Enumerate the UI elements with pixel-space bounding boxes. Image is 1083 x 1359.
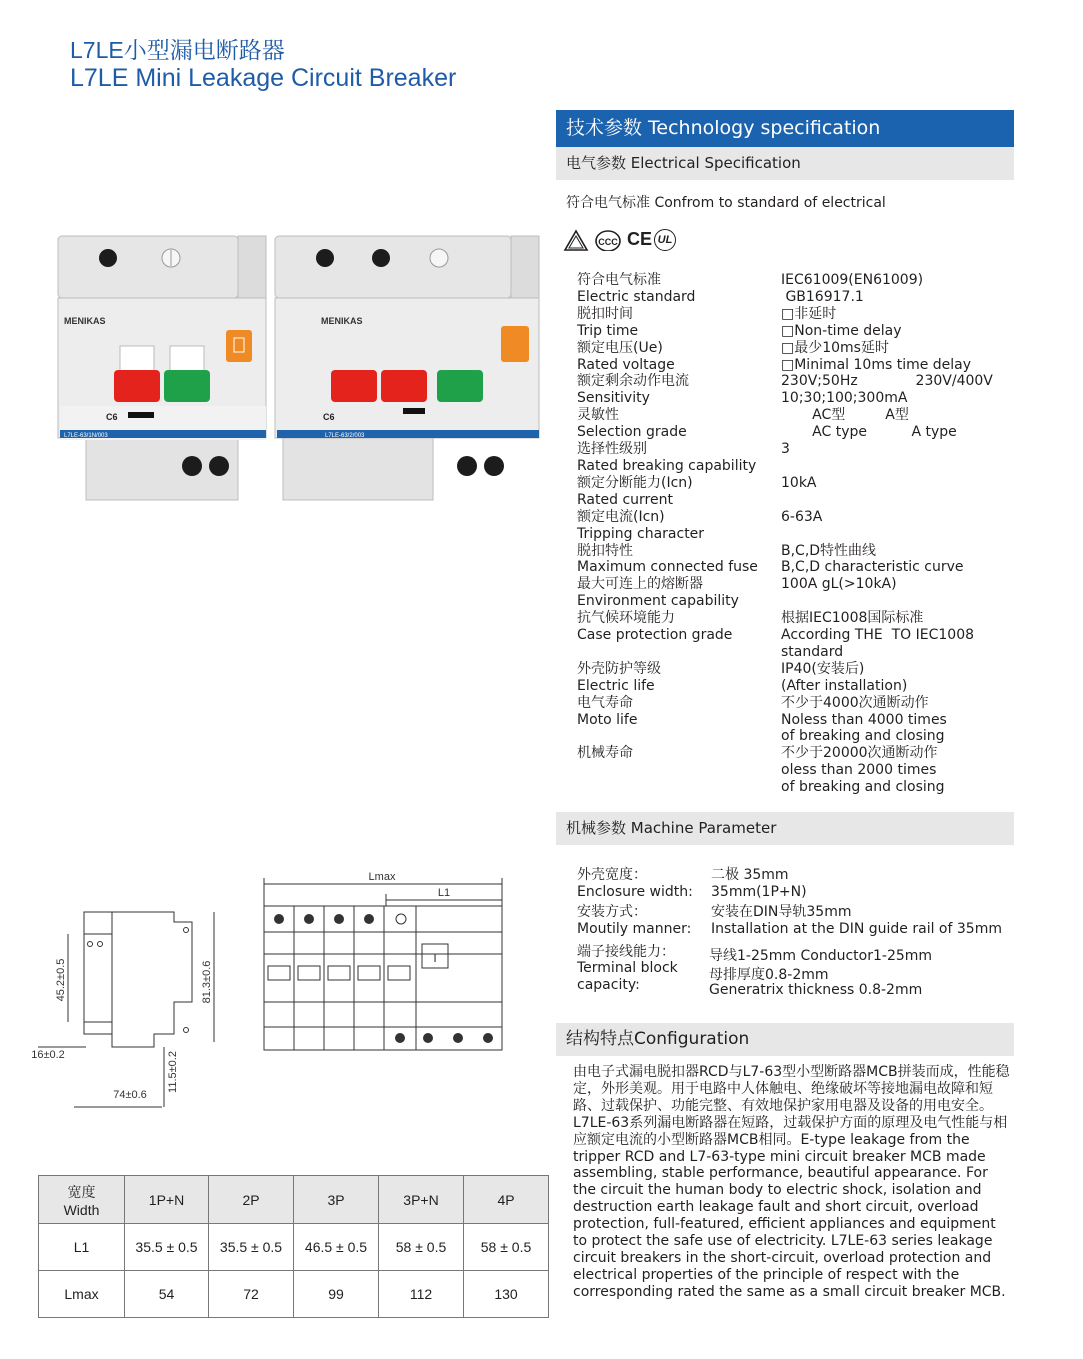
dim-rail: 16±0.2 xyxy=(31,1049,65,1061)
spec-value-line: IEC61009(EN61009) xyxy=(781,272,924,288)
dim-total: 81.3±0.6 xyxy=(201,960,213,1004)
table-header-cell: 3P+N xyxy=(379,1176,464,1224)
install-label-cn: 安装方式： xyxy=(577,904,647,920)
terminal-value-1: 导线1-25mm Conductor1-25mm xyxy=(709,948,933,964)
spec-value-line: 不少于20000次通断动作 xyxy=(781,745,938,762)
spec-value-line: 10;30;100;300mA xyxy=(781,390,908,407)
spec-label-line: Sensitivity xyxy=(577,390,650,407)
spec-value-line: B,C,D特性曲线 xyxy=(781,542,877,559)
table-header-cell: 3P xyxy=(294,1176,379,1224)
spec-value-line: oless than 2000 times xyxy=(781,762,937,779)
page-title-cn: L7LE小型漏电断路器 xyxy=(70,37,285,63)
spec-label-line: Trip time xyxy=(577,322,639,339)
table-header-cell: 宽度 Width xyxy=(39,1176,125,1224)
mechanical-heading: 机械参数 Machine Parameter xyxy=(556,812,1014,845)
rating-label: C6 xyxy=(106,412,118,422)
spec-value-line: AC type A type xyxy=(781,424,957,441)
width-table xyxy=(38,1175,549,1318)
enclosure-value-en: 35mm(1P+N) xyxy=(711,884,807,900)
spec-value-line xyxy=(781,458,1011,475)
table-header-cell: 2P xyxy=(209,1176,294,1224)
spec-label-line: Maximum connected fuse xyxy=(577,559,758,576)
spec-label-line: 额定剩余动作电流 xyxy=(577,373,689,390)
spec-value-line: 不少于4000次通断动作 xyxy=(781,694,929,711)
table-cell: 72 xyxy=(209,1271,294,1318)
table-cell: 35.5 ± 0.5 xyxy=(209,1224,294,1271)
svg-text:CCC: CCC xyxy=(598,237,618,247)
dim-small: 11.5±0.2 xyxy=(167,1051,179,1093)
install-label-en: Moutily manner: xyxy=(577,921,692,937)
table-cell: L1 xyxy=(39,1224,125,1271)
vde-mark-icon xyxy=(563,229,589,251)
spec-label-line: 脱扣时间 xyxy=(577,305,633,322)
table-header-row xyxy=(39,1176,549,1224)
spec-labels xyxy=(577,272,772,762)
spec-value-line: IP40(安装后) xyxy=(781,660,865,677)
dim-depth: 74±0.6 xyxy=(113,1089,147,1101)
spec-label-line: 抗气候环境能力 xyxy=(577,610,675,627)
spec-label-line: 选择性级别 xyxy=(577,441,647,458)
conform-standard-label: 符合电气标准 Confrom to standard of electrical xyxy=(566,195,886,211)
spec-label-line: Case protection grade xyxy=(577,627,733,644)
terminal-value-2: 母排厚度0.8-2mm xyxy=(709,967,829,983)
spec-value-line: standard xyxy=(781,643,844,660)
install-value-en: Installation at the DIN guide rail of 35mm xyxy=(711,921,1002,937)
rating-label-2: C6 xyxy=(323,412,335,422)
table-cell: 58 ± 0.5 xyxy=(379,1224,464,1271)
spec-label-line: 电气寿命 xyxy=(577,694,633,711)
table-cell: 54 xyxy=(125,1271,209,1318)
spec-label-line: Environment capability xyxy=(577,593,739,610)
lmax-label: Lmax xyxy=(368,871,396,883)
table-cell: 46.5 ± 0.5 xyxy=(294,1224,379,1271)
spec-value-line: 6-63A xyxy=(781,508,823,525)
spec-label-line xyxy=(577,644,772,661)
spec-label-line: 外壳防护等级 xyxy=(577,660,661,677)
terminal-label-cn: 端子接线能力： xyxy=(577,944,675,960)
breaker-1pn-image xyxy=(56,234,268,514)
spec-label-line: 灵敏性 xyxy=(577,407,619,424)
spec-label-line: 机械寿命 xyxy=(577,745,633,762)
spec-value-line: 10kA xyxy=(781,474,817,491)
spec-value-line: □非延时 xyxy=(781,305,837,322)
breaker-2p-image xyxy=(273,234,543,514)
ccc-mark-icon xyxy=(594,229,622,251)
spec-label-line: Electric standard xyxy=(577,288,696,305)
configuration-heading: 结构特点Configuration xyxy=(556,1023,1014,1056)
spec-value-line: 根据IEC1008国际标准 xyxy=(781,610,924,627)
spec-value-line: □最少10ms延时 xyxy=(781,339,889,356)
spec-label-line xyxy=(577,728,772,745)
brand-label-2: MENIKAS xyxy=(321,316,363,326)
configuration-text: 由电子式漏电脱扣器RCD与L7-63型小型断路器MCB拼装而成，性能稳定，外形美观。用于电路中人体触电、绝缘破坏等接地漏电故障和短路、过载保护、功能完整、有效地保护家用电器及设备的用电安全。L7LE-63系列漏电断路器在短路，过载保护方面的原理及电气性能与相应额定电流的小型断路器MCB相同。E-type leakage from the tripper RCD and L7-63-type mini circuit breaker MCB made assembling, stable performance, beautiful appearance. For the circuit the human body to electric shock, isolation and destruction earth leakage fault and short circuit, overload protection, full-featured, efficient appliances and equipment to protect the safe use of electricity. L7LE-63 series leakage circuit breakers in the short-circuit, overload protection and electrical properties of the principle of respect with the corresponding rated the same as a small circuit breaker MCB. xyxy=(573,1064,1010,1300)
spec-value-line: AC型 A型 xyxy=(781,407,909,424)
spec-value-line: According THE TO IEC1008 xyxy=(781,627,975,644)
spec-label-line: 额定电压(Ue) xyxy=(577,339,663,356)
dim-height: 45.2±0.5 xyxy=(55,958,67,1002)
table-header-cell: 4P xyxy=(464,1176,549,1224)
table-cell: 99 xyxy=(294,1271,379,1318)
spec-value-line: B,C,D characteristic curve xyxy=(781,559,964,576)
brand-label: MENIKAS xyxy=(64,316,106,326)
spec-label-line: Moto life xyxy=(577,711,638,728)
ul-mark-icon: UL xyxy=(654,229,676,251)
spec-label-line: Electric life xyxy=(577,677,655,694)
table-cell: Lmax xyxy=(39,1271,125,1318)
spec-values xyxy=(781,272,1011,796)
spec-value-line: (After installation) xyxy=(781,677,908,694)
spec-label-line: 符合电气标准 xyxy=(577,272,661,288)
spec-label-line: 额定分断能力(Icn) xyxy=(577,474,693,491)
spec-label-line: Rated voltage xyxy=(577,356,675,373)
enclosure-value-cn: 二极 35mm xyxy=(711,867,789,883)
table-cell: 130 xyxy=(464,1271,549,1318)
spec-label-line: 额定电流(Icn) xyxy=(577,508,665,525)
spec-value-line xyxy=(781,492,1011,509)
spec-value-line: Noless than 4000 times xyxy=(781,711,947,728)
electrical-spec-heading: 电气参数 Electrical Specification xyxy=(556,147,1014,180)
enclosure-label-en: Enclosure width: xyxy=(577,884,693,900)
spec-value-line xyxy=(781,593,1011,610)
spec-value-line: 230V;50Hz 230V/400V xyxy=(781,373,993,390)
spec-label-line: Rated current xyxy=(577,491,673,508)
table-cell: 58 ± 0.5 xyxy=(464,1224,549,1271)
t-marker: T xyxy=(431,951,439,965)
model-label: L7LE-63/1N/003 xyxy=(64,433,108,439)
model-label-2: L7LE-63/2/003 xyxy=(325,433,365,439)
spec-label-line: Rated breaking capability xyxy=(577,457,757,474)
spec-value-line: GB16917.1 xyxy=(781,288,864,305)
terminal-label-en: Terminal block xyxy=(577,960,678,976)
spec-value-line xyxy=(781,526,1011,543)
terminal-label-en2: capacity: xyxy=(577,977,640,993)
table-cell: 35.5 ± 0.5 xyxy=(125,1224,209,1271)
page-title-en: L7LE Mini Leakage Circuit Breaker xyxy=(70,64,457,92)
spec-value-line: □Non-time delay xyxy=(781,322,902,339)
spec-value-line: of breaking and closing xyxy=(781,728,945,745)
table-row xyxy=(39,1271,549,1318)
spec-label-line: 脱扣特性 xyxy=(577,542,633,559)
table-row xyxy=(39,1224,549,1271)
spec-value-line: 100A gL(>10kA) xyxy=(781,576,897,593)
l1-label: L1 xyxy=(437,887,451,899)
ce-mark-icon: CE xyxy=(627,229,653,249)
tech-spec-heading: 技术参数 Technology specification xyxy=(556,110,1014,147)
dimension-drawing xyxy=(24,862,524,1112)
spec-label-line: Selection grade xyxy=(577,424,687,441)
spec-value-line: □Minimal 10ms time delay xyxy=(781,356,972,373)
table-header-cell: 1P+N xyxy=(125,1176,209,1224)
spec-label-line: 最大可连上的熔断器 xyxy=(577,576,703,593)
spec-label-line: Tripping character xyxy=(577,525,705,542)
spec-value-line: of breaking and closing xyxy=(781,779,945,796)
spec-value-line: 3 xyxy=(781,441,790,458)
enclosure-label-cn: 外壳宽度： xyxy=(577,867,647,883)
terminal-value-3: Generatrix thickness 0.8-2mm xyxy=(709,982,923,998)
install-value-cn: 安装在DIN导轨35mm xyxy=(711,904,852,920)
table-cell: 112 xyxy=(379,1271,464,1318)
